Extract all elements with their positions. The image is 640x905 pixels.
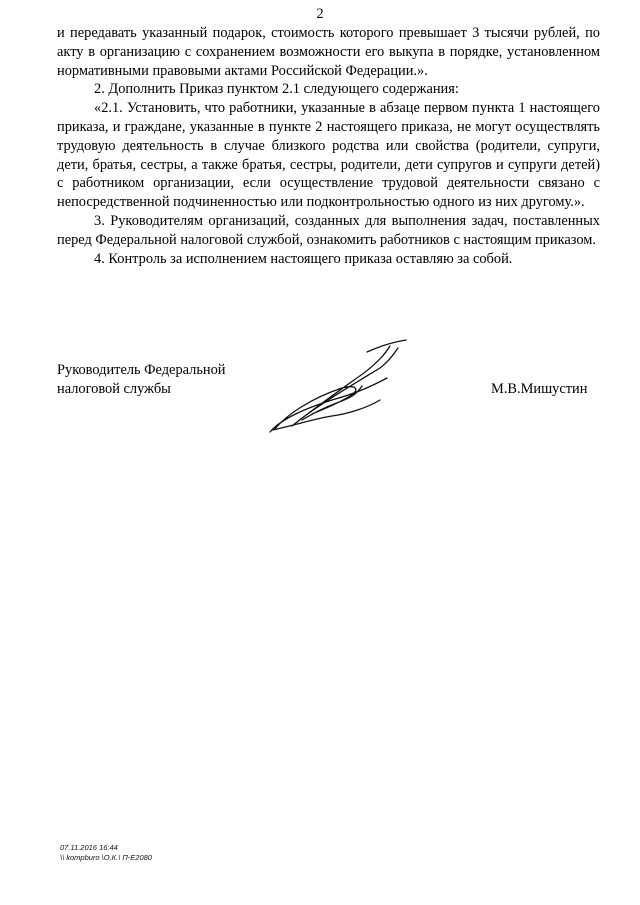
page-number: 2	[316, 6, 324, 22]
paragraph-item-4: 4. Контроль за исполнением настоящего приказа оставляю за собой.	[94, 250, 513, 267]
signatory-title-line-2: налоговой службы	[57, 380, 171, 397]
handwritten-signature	[262, 338, 412, 438]
footer-file-reference: \\ kompburo \О.К.\ П-Е2080	[60, 853, 152, 862]
signatory-name: М.В.Мишустин	[491, 381, 588, 397]
document-body	[57, 24, 600, 268]
signatory-title-line-1: Руководитель Федеральной	[57, 362, 226, 378]
paragraph-item-3: 3. Руководителям организаций, созданных для выполнения задач, поставленных перед Федеральной налоговой службой, ознакомить работников с настоящим приказом.	[57, 212, 600, 248]
paragraph-continuation: и передавать указанный подарок, стоимость которого превышает 3 тысячи рублей, по акту в организацию с сохранением возможности его выкупа в порядке, установленном нормативными правовыми актами Российской Федерации.».	[57, 25, 600, 79]
document-footer	[60, 843, 152, 863]
signatory-title	[57, 361, 226, 399]
paragraph-item-2-1: «2.1. Установить, что работники, указанные в абзаце первом пункта 1 настоящего приказа, и граждане, указанные в пункте 2 настоящего приказа, не могут осуществлять трудовую деятельность в случае близкого родства или свойства (родители, супруги, дети, братья, сестры, а также братья, сестры, родители, дети супругов и супруги детей) с работником организации, если осуществление трудовой деятельности связано с непосредственной подчиненностью или подконтрольностью одного из них другому.».	[57, 100, 600, 211]
footer-timestamp: 07.11.2016 16:44	[60, 843, 118, 852]
paragraph-item-2: 2. Дополнить Приказ пунктом 2.1 следующего содержания:	[94, 81, 459, 98]
